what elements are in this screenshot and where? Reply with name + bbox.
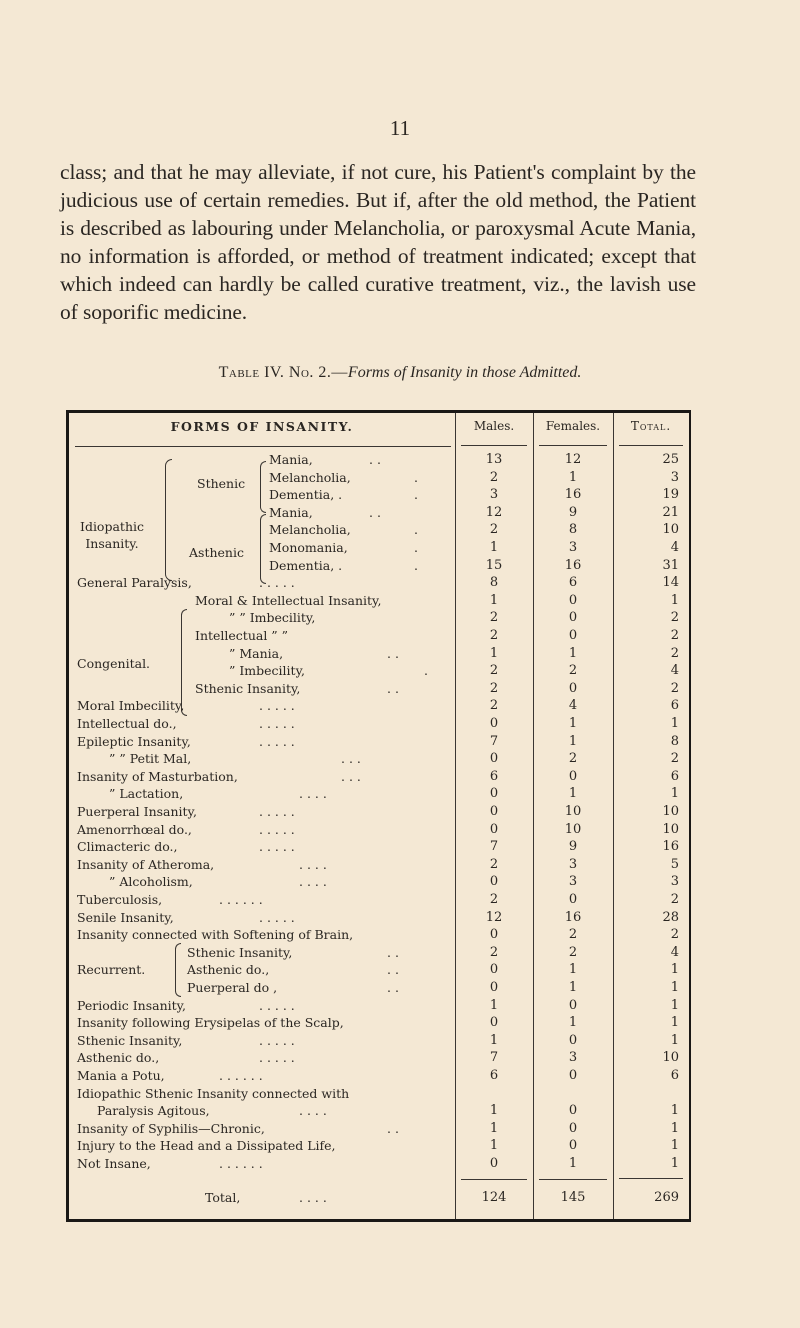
row-leader: . . . . .	[259, 575, 295, 591]
row-leader: . . . . .	[259, 821, 295, 837]
females-value: 1	[568, 962, 578, 978]
row-leader: . .	[387, 962, 399, 978]
males-value: 2	[489, 663, 499, 679]
males-value: 1	[489, 592, 499, 608]
table-row	[69, 873, 689, 891]
header-forms: FORMS OF INSANITY.	[170, 419, 354, 434]
row-label: Sthenic Insanity,	[77, 1032, 183, 1048]
males-value: 15	[485, 557, 503, 573]
table-row	[69, 733, 689, 751]
females-value: 0	[568, 1032, 578, 1048]
table-row	[69, 715, 689, 733]
females-value: 3	[568, 540, 578, 555]
females-value: 1	[568, 469, 578, 485]
row-label: Insanity of Atheroma,	[77, 856, 215, 872]
total-value: 21	[662, 504, 679, 520]
table-row	[69, 1102, 689, 1120]
header-total: Total.	[630, 419, 672, 433]
row-leader: . .	[387, 645, 399, 661]
total-rule	[539, 1179, 607, 1180]
females-value: 1	[568, 716, 578, 731]
total-value: 6	[670, 698, 679, 714]
total-rule	[461, 1179, 527, 1180]
row-leader: . . . . . .	[219, 892, 263, 907]
females-value: 1	[568, 645, 578, 661]
total-value: 1	[670, 1103, 679, 1119]
row-leader: . . . .	[299, 856, 327, 872]
row-label: Amenorrhœal do.,	[77, 821, 192, 837]
females-value: 8	[568, 522, 578, 538]
total-value: 3	[670, 874, 679, 890]
row-label: Climacteric do.,	[77, 839, 178, 855]
total-value: 16	[662, 839, 679, 855]
row-label: Monomania,	[269, 540, 348, 555]
table-row	[69, 451, 689, 469]
table-row	[69, 1014, 689, 1032]
row-label: Insanity of Syphilis—Chronic,	[77, 1120, 265, 1136]
row-label: Puerperal Insanity,	[77, 804, 197, 819]
row-leader: . . . .	[299, 1103, 327, 1119]
row-label: Melancholia,	[269, 469, 351, 485]
total-value: 2	[670, 751, 679, 767]
table-caption-prefix: Table IV. No. 2.—	[218, 364, 348, 381]
table-row	[69, 680, 689, 698]
row-label: Moral & Intellectual Insanity,	[195, 592, 382, 608]
row-label: ” Alcoholism,	[109, 874, 193, 890]
males-total: 124	[481, 1190, 507, 1205]
males-value: 0	[489, 1015, 499, 1031]
females-value: 16	[564, 909, 582, 925]
total-value: 2	[670, 610, 679, 626]
row-label: Moral Imbecility,	[77, 698, 185, 714]
page-number: 11	[389, 116, 411, 140]
row-leader: . . . . . .	[219, 1068, 263, 1083]
table-row	[69, 469, 689, 487]
females-value: 6	[568, 575, 578, 591]
total-value: 28	[662, 909, 679, 925]
females-value: 2	[568, 663, 578, 679]
table-row	[69, 609, 689, 627]
total-value: 2	[670, 927, 679, 943]
total-value: 6	[670, 1068, 679, 1083]
row-leader: .	[414, 469, 418, 485]
row-leader: . . .	[341, 751, 361, 767]
table-row	[69, 750, 689, 768]
males-value: 0	[489, 962, 499, 978]
total-value: 3	[670, 469, 679, 485]
males-value: 12	[485, 504, 503, 520]
row-label: Paralysis Agitous,	[97, 1103, 210, 1119]
females-value: 0	[568, 592, 578, 608]
males-value: 7	[489, 839, 499, 855]
row-leader: . . . . .	[259, 1050, 295, 1066]
total-rule	[619, 1178, 683, 1179]
females-value: 0	[568, 1138, 578, 1154]
males-value: 2	[489, 610, 499, 626]
table-row	[69, 557, 689, 575]
males-value: 13	[485, 452, 503, 467]
females-value: 1	[568, 1015, 578, 1031]
males-value: 0	[489, 927, 499, 943]
table-row	[69, 539, 689, 557]
females-value: 1	[568, 980, 578, 995]
total-value: 6	[670, 768, 679, 784]
row-leader: . . . . .	[259, 716, 295, 731]
row-label: Sthenic Insanity,	[187, 944, 293, 960]
total-value: 1	[670, 786, 679, 802]
males-value: 2	[489, 522, 499, 538]
total-value: 31	[662, 557, 679, 573]
row-leader: . . . .	[299, 1190, 327, 1205]
males-value: 2	[489, 892, 499, 907]
header-females: Females.	[545, 419, 601, 433]
females-value: 0	[568, 628, 578, 643]
table-row	[69, 891, 689, 909]
table-row	[69, 856, 689, 874]
males-value: 8	[489, 575, 499, 591]
males-value: 2	[489, 680, 499, 696]
total-value: 1	[670, 997, 679, 1013]
row-label: Senile Insanity,	[77, 909, 174, 925]
table-row	[69, 821, 689, 839]
males-value: 6	[489, 1068, 499, 1083]
females-value: 0	[568, 1120, 578, 1136]
females-value: 1	[568, 733, 578, 749]
row-label: ” ” Imbecility,	[229, 610, 316, 626]
row-leader: . .	[369, 504, 381, 520]
grand-total: 269	[654, 1190, 679, 1205]
row-label: Idiopathic Sthenic Insanity connected with	[77, 1085, 350, 1101]
total-value: 4	[670, 663, 679, 679]
row-leader: . . . .	[299, 786, 327, 802]
males-value: 0	[489, 716, 499, 731]
total-value: 25	[662, 452, 679, 467]
males-value: 0	[489, 821, 499, 837]
row-leader: . . . . .	[259, 698, 295, 714]
males-value: 7	[489, 1050, 499, 1066]
row-leader: .	[414, 540, 418, 555]
table-row	[69, 997, 689, 1015]
males-value: 1	[489, 997, 499, 1013]
row-label: Mania,	[269, 504, 313, 520]
females-value: 9	[568, 839, 578, 855]
females-value: 0	[568, 680, 578, 696]
row-label: Injury to the Head and a Dissipated Life,	[77, 1138, 336, 1154]
row-label: Not Insane,	[77, 1156, 151, 1171]
males-value: 3	[489, 487, 499, 503]
table-row	[69, 697, 689, 715]
body-paragraph: class; and that he may alleviate, if not cure, his Patient's complaint by the judicious use of certain remedies. But if, after the old method, the Patient is described as labouring under Melancholia, or paroxysmal Acute Mania, no information is afforded, or method of treatment indicated; except that which indeed can hardly be called curative treatment, viz., the lavish use of soporific medicine.	[60, 160, 696, 324]
row-label: Asthenic do.,	[187, 962, 270, 978]
total-value: 1	[670, 1138, 679, 1154]
row-leader: .	[424, 663, 428, 679]
total-value: 1	[670, 1015, 679, 1031]
females-value: 2	[568, 927, 578, 943]
males-value: 0	[489, 751, 499, 767]
group-sthenic: Sthenic	[197, 476, 246, 491]
total-value: 19	[662, 487, 679, 503]
females-value: 3	[568, 856, 578, 872]
females-value: 2	[568, 944, 578, 960]
males-value: 0	[489, 980, 499, 995]
row-label: Melancholia,	[269, 522, 351, 538]
males-value: 6	[489, 768, 499, 784]
header-males: Males.	[473, 419, 515, 433]
table-row	[69, 574, 689, 592]
table-row	[69, 768, 689, 786]
group-idiopathic: Idiopathic Insanity.	[80, 519, 144, 551]
females-value: 0	[568, 610, 578, 626]
forms-of-insanity-table	[66, 410, 691, 1222]
females-value: 16	[564, 557, 582, 573]
total-value: 10	[662, 522, 679, 538]
table-row	[69, 627, 689, 645]
total-value: 4	[670, 944, 679, 960]
row-leader: . .	[387, 680, 399, 696]
row-label: Periodic Insanity,	[77, 997, 187, 1013]
row-leader: . . . . . .	[219, 1156, 263, 1171]
row-label: Mania a Potu,	[77, 1068, 165, 1083]
total-value: 1	[670, 716, 679, 731]
males-value: 0	[489, 786, 499, 802]
males-value: 2	[489, 698, 499, 714]
row-label: Dementia, .	[269, 557, 343, 573]
header-rule	[539, 445, 607, 446]
table-row	[69, 1032, 689, 1050]
row-leader: .	[414, 557, 418, 573]
total-value: 8	[670, 733, 679, 749]
males-value: 1	[489, 1103, 499, 1119]
females-value: 10	[564, 821, 582, 837]
table-caption-title: Forms of Insanity in those Admitted.	[347, 364, 582, 381]
total-value: 1	[670, 592, 679, 608]
males-value: 2	[489, 944, 499, 960]
table-row	[69, 944, 689, 962]
total-value: 2	[670, 892, 679, 907]
row-label: ” Imbecility,	[229, 663, 305, 679]
males-value: 1	[489, 1120, 499, 1136]
row-label: Puerperal do ,	[187, 980, 278, 995]
table-row	[69, 1067, 689, 1085]
table-row	[69, 803, 689, 821]
total-value: 1	[670, 1032, 679, 1048]
table-row	[69, 1120, 689, 1138]
header-rule	[461, 445, 527, 446]
table-row	[69, 1155, 689, 1173]
row-label: Intellectual ” ”	[195, 628, 289, 643]
table-row	[69, 645, 689, 663]
males-value: 1	[489, 645, 499, 661]
females-value: 3	[568, 874, 578, 890]
males-value: 12	[485, 909, 503, 925]
females-value: 16	[564, 487, 582, 503]
table-row	[69, 785, 689, 803]
females-value: 0	[568, 1103, 578, 1119]
total-value: 10	[662, 821, 679, 837]
total-row	[69, 1189, 689, 1207]
row-leader: . . . . .	[259, 997, 295, 1013]
row-label: Mania,	[269, 452, 313, 467]
total-value: 1	[670, 1156, 679, 1171]
total-value: 1	[670, 980, 679, 995]
females-value: 1	[568, 786, 578, 802]
row-leader: . .	[369, 452, 381, 467]
males-value: 1	[489, 1138, 499, 1154]
row-leader: . . . .	[299, 874, 327, 890]
males-value: 7	[489, 733, 499, 749]
row-label: Insanity of Masturbation,	[77, 768, 238, 784]
females-value: 9	[568, 504, 578, 520]
males-value: 1	[489, 540, 499, 555]
total-label: Total,	[205, 1190, 241, 1205]
total-value: 1	[670, 962, 679, 978]
total-value: 1	[670, 1120, 679, 1136]
table-row	[69, 504, 689, 522]
group-congenital: Congenital.	[77, 656, 151, 671]
row-leader: . . . . .	[259, 909, 295, 925]
row-leader: . . .	[341, 768, 361, 784]
males-value: 0	[489, 874, 499, 890]
row-leader: .	[414, 522, 418, 538]
females-total: 145	[560, 1190, 586, 1205]
row-label: General Paralysis,	[77, 575, 192, 591]
header-rule	[75, 446, 451, 447]
table-caption	[0, 364, 800, 382]
males-value: 1	[489, 1032, 499, 1048]
table-row	[69, 926, 689, 944]
table-row	[69, 1137, 689, 1155]
females-value: 0	[568, 997, 578, 1013]
table-row	[69, 838, 689, 856]
total-value: 2	[670, 628, 679, 643]
row-leader: .	[414, 487, 418, 503]
row-leader: . .	[387, 944, 399, 960]
table-row	[69, 592, 689, 610]
row-label: ” ” Petit Mal,	[109, 751, 192, 767]
row-label: Insanity connected with Softening of Brain,	[77, 927, 354, 943]
row-leader: . . . . .	[259, 1032, 295, 1048]
females-value: 4	[568, 698, 578, 714]
total-value: 5	[670, 856, 679, 872]
females-value: 2	[568, 751, 578, 767]
table-row	[69, 961, 689, 979]
males-value: 2	[489, 628, 499, 643]
header-rule	[619, 445, 683, 446]
table-row	[69, 521, 689, 539]
group-recurrent: Recurrent.	[77, 962, 146, 977]
table-row	[69, 979, 689, 997]
group-asthenic: Asthenic	[189, 545, 244, 560]
row-label: Tuberculosis,	[77, 892, 163, 907]
females-value: 0	[568, 768, 578, 784]
total-value: 2	[670, 680, 679, 696]
table-row	[69, 662, 689, 680]
females-value: 3	[568, 1050, 578, 1066]
row-label: Intellectual do.,	[77, 716, 177, 731]
row-leader: . . . . .	[259, 839, 295, 855]
females-value: 10	[564, 804, 582, 819]
males-value: 0	[489, 1156, 499, 1171]
row-label: Dementia, .	[269, 487, 343, 503]
row-leader: . .	[387, 980, 399, 995]
row-label: Asthenic do.,	[77, 1050, 160, 1066]
row-leader: . .	[387, 1120, 399, 1136]
table-row	[69, 1085, 689, 1103]
row-label: Insanity following Erysipelas of the Scalp,	[77, 1015, 344, 1031]
row-leader: . . . . .	[259, 733, 295, 749]
males-value: 2	[489, 856, 499, 872]
row-label: ” Mania,	[229, 645, 284, 661]
row-label: Epileptic Insanity,	[77, 733, 191, 749]
total-value: 10	[662, 1050, 679, 1066]
table-row	[69, 909, 689, 927]
total-value: 14	[662, 575, 679, 591]
females-value: 0	[568, 892, 578, 907]
females-value: 12	[564, 452, 582, 467]
total-value: 2	[670, 645, 679, 661]
total-value: 4	[670, 540, 679, 555]
table-row	[69, 486, 689, 504]
females-value: 0	[568, 1068, 578, 1083]
females-value: 1	[568, 1156, 578, 1171]
row-leader: . . . . .	[259, 804, 295, 819]
row-label: ” Lactation,	[109, 786, 184, 802]
table-row	[69, 1049, 689, 1067]
males-value: 0	[489, 804, 499, 819]
males-value: 2	[489, 469, 499, 485]
total-value: 10	[662, 804, 679, 819]
row-label: Sthenic Insanity,	[195, 680, 301, 696]
